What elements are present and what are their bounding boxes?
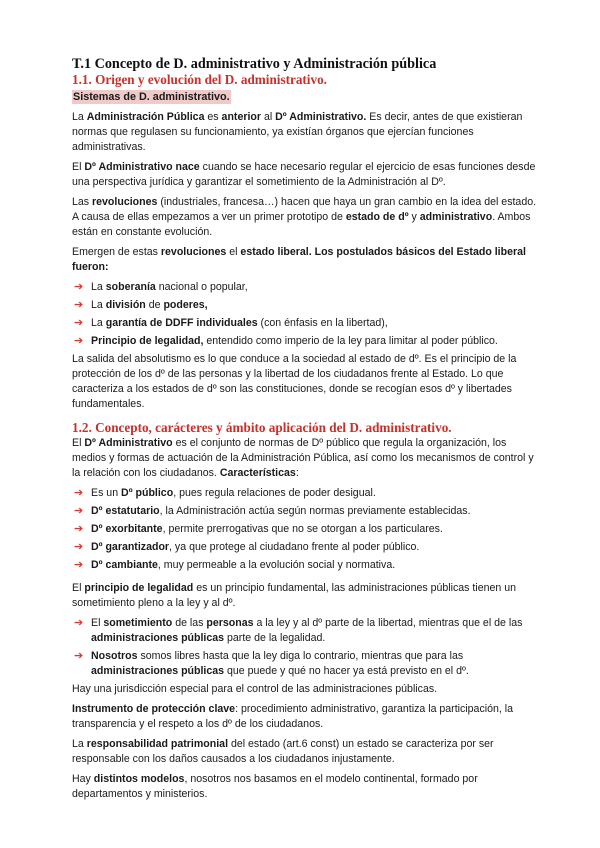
arrow-bullet-icon: ➔ [74, 650, 84, 662]
paragraph: Hay una jurisdicción especial para el control de las administraciones públicas. [72, 683, 438, 695]
paragraph: El principio de legalidad es un principio fundamental, las administraciones públicas tienen un sometimiento pleno a la ley y al dº. [72, 582, 516, 609]
arrow-bullet-icon: ➔ [74, 335, 84, 347]
arrow-bullet-icon: ➔ [74, 299, 84, 311]
arrow-bullet-icon: ➔ [74, 559, 84, 571]
bullet-list [72, 616, 538, 679]
paragraph: Las revoluciones (industriales, francesa…) hacen que haya un gran cambio en la idea del estado. A causa de ellas empezamos a ver un primer prototipo de estado de dº y administrativo. Ambos están en constante evolución. [72, 196, 537, 238]
list-item: ➔ Nosotros somos libres hasta que la ley diga lo contrario, mientras que para las administraciones públicas que puede y qué no hacer ya está previsto en el dº. [74, 650, 469, 677]
list-item: ➔ Es un Dº público, pues regula relaciones de poder desigual. [74, 487, 376, 499]
list-item: ➔ Dº estatutario, la Administración actúa según normas previamente establecidas. [74, 505, 471, 517]
paragraph: La responsabilidad patrimonial del estado (art.6 const) un estado se caracteriza por ser responsable con los daños causados a los ciudadanos injustamente. [72, 738, 494, 765]
paragraph: La salida del absolutismo es lo que conduce a la sociedad al estado de dº. Es el principio de la protección de los dº de las personas y la libertad de los ciudadanos frente al Estado. Lo que caracteriza a los estados de dº son las constituciones, donde se recogían esos dº y libertades fundamentales. [72, 353, 517, 410]
list-item: ➔ El sometimiento de las personas a la ley y al dº parte de la libertad, mientras que el de las administraciones públicas parte de la legalidad. [74, 617, 523, 644]
section-heading-1-1: 1.1. Origen y evolución del D. administrativo. [72, 72, 327, 87]
paragraph: Emergen de estas revoluciones el estado liberal. Los postulados básicos del Estado liberal fueron: [72, 246, 526, 273]
page-title: T.1 Concepto de D. administrativo y Administración pública [72, 56, 437, 72]
arrow-bullet-icon: ➔ [74, 617, 84, 629]
list-item: ➔ La soberanía nacional o popular, [74, 281, 248, 293]
paragraph: Hay distintos modelos, nosotros nos basamos en el modelo continental, formado por departamentos y ministerios. [72, 773, 478, 800]
paragraph: Instrumento de protección clave: procedimiento administrativo, garantiza la participación, la transparencia y el respeto a los dº de los ciudadanos. [72, 703, 514, 730]
list-item: ➔ Dº garantizador, ya que protege al ciudadano frente al poder público. [74, 541, 420, 553]
arrow-bullet-icon: ➔ [74, 505, 84, 517]
arrow-bullet-icon: ➔ [74, 317, 84, 329]
arrow-bullet-icon: ➔ [74, 523, 84, 535]
bullet-list [72, 486, 538, 573]
arrow-bullet-icon: ➔ [74, 541, 84, 553]
paragraph: El Dº Administrativo nace cuando se hace necesario regular el ejercicio de esas funciones desde una perspectiva jurídica y garantizar el sometimiento de la Administración al Dº. [72, 161, 536, 188]
paragraph: La Administración Pública es anterior al Dº Administrativo. Es decir, antes de que existieran normas que regulasen su funcionamiento, ya existían órganos que ejercían funciones administrativas. [72, 111, 523, 153]
list-item: ➔ La división de poderes, [74, 299, 208, 311]
arrow-bullet-icon: ➔ [74, 281, 84, 293]
list-item: ➔ Dº exorbitante, permite prerrogativas que no se otorgan a los particulares. [74, 523, 443, 535]
paragraph: El Dº Administrativo es el conjunto de normas de Dº público que regula la organización, los medios y formas de actuación de la Administración Pública, así como los mecanismos de control y la relación con los ciudadanos. Características: [72, 437, 534, 479]
section-heading-1-2: 1.2. Concepto, carácteres y ámbito aplicación del D. administrativo. [72, 420, 452, 435]
list-item: ➔ Dº cambiante, muy permeable a la evolución social y normativa. [74, 559, 396, 571]
list-item: ➔ Principio de legalidad, entendido como imperio de la ley para limitar al poder público. [74, 335, 498, 347]
arrow-bullet-icon: ➔ [74, 487, 84, 499]
list-item: ➔ La garantía de DDFF individuales (con énfasis en la libertad), [74, 317, 388, 329]
bullet-list [72, 280, 538, 349]
highlighted-subheading: Sistemas de D. administrativo. [73, 91, 230, 103]
